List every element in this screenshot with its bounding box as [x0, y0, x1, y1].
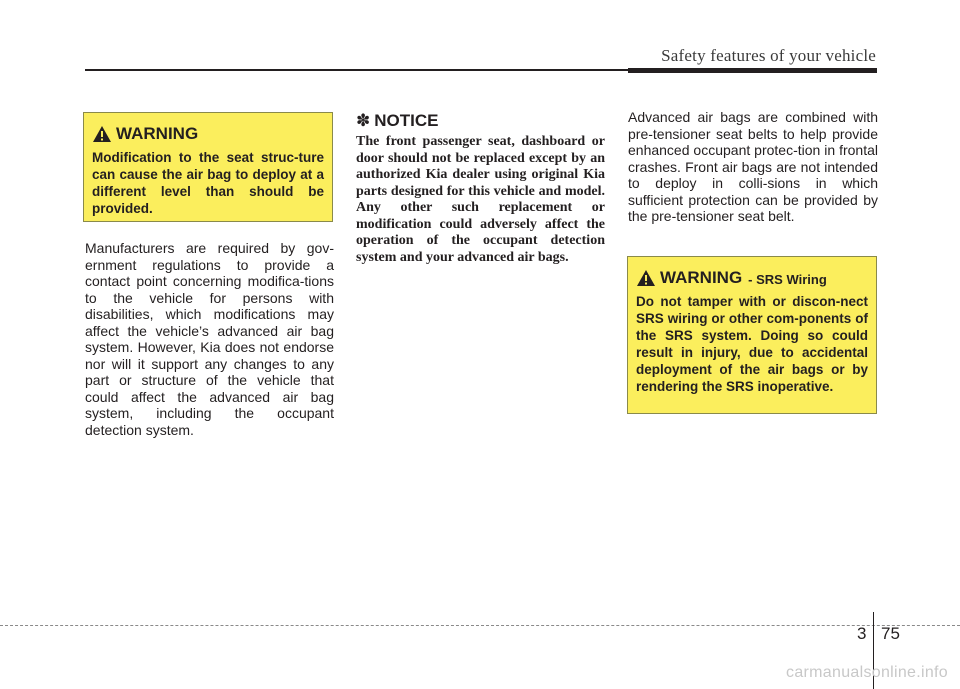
page-header-title: Safety features of your vehicle [661, 46, 876, 65]
paragraph-advanced-air-bags: Advanced air bags are combined with pre-tensioner seat belts to help provide enhanced occupant protec-tion in frontal crashes. Front air bags are not intended to deploy in colli-sions in which sufficient protection can be provided by the pre-tensioner seat belt. [628, 109, 878, 224]
warning-heading [92, 123, 324, 145]
warning-box-seat-modification [83, 112, 333, 222]
footer-rule [0, 625, 960, 626]
warning-label: WARNING [660, 268, 743, 287]
warning-subtitle: - SRS Wiring [748, 271, 827, 287]
notice-star-icon: ✽ [356, 111, 371, 130]
section-number: 3 [857, 624, 867, 643]
notice-heading [356, 111, 438, 131]
warning-box-srs-wiring [627, 256, 877, 414]
warning-triangle-icon [92, 125, 112, 143]
warning-label: WARNING [116, 124, 199, 143]
warning-text: Modification to the seat struc-ture can cause the air bag to deploy at a different level than should be provided. [92, 150, 324, 216]
page-number: 75 [881, 624, 900, 643]
watermark: carmanualsonline.info [786, 664, 948, 681]
warning-triangle-icon [636, 269, 656, 287]
notice-label: NOTICE [374, 111, 439, 130]
notice-text: The front passenger seat, dashboard or door should not be replaced except by an authorized Kia dealer using original Kia parts designed for this vehicle and model. Any other such replacement or modification could adversely affect the operation of the occupant detection system and your advanced air bags. [356, 134, 605, 265]
header-rule-accent [628, 68, 877, 73]
warning-text: Do not tamper with or discon-nect SRS wiring or other com-ponents of the SRS system. Doing so could result in injury, due to accidental deployment of the air bags or by rendering the SRS inoperative. [636, 294, 868, 394]
warning-heading [636, 267, 868, 289]
paragraph-modifications-disabilities: Manufacturers are required by gov-ernment regulations to provide a contact point concerning modifica-tions to the vehicle for persons with disabilities, which modifications may affect the vehicle’s advanced air bag system. However, Kia does not endorse nor will it support any changes to any part or structure of the vehicle that could affect the advanced air bag system, including the occupant detection system. [85, 240, 334, 438]
